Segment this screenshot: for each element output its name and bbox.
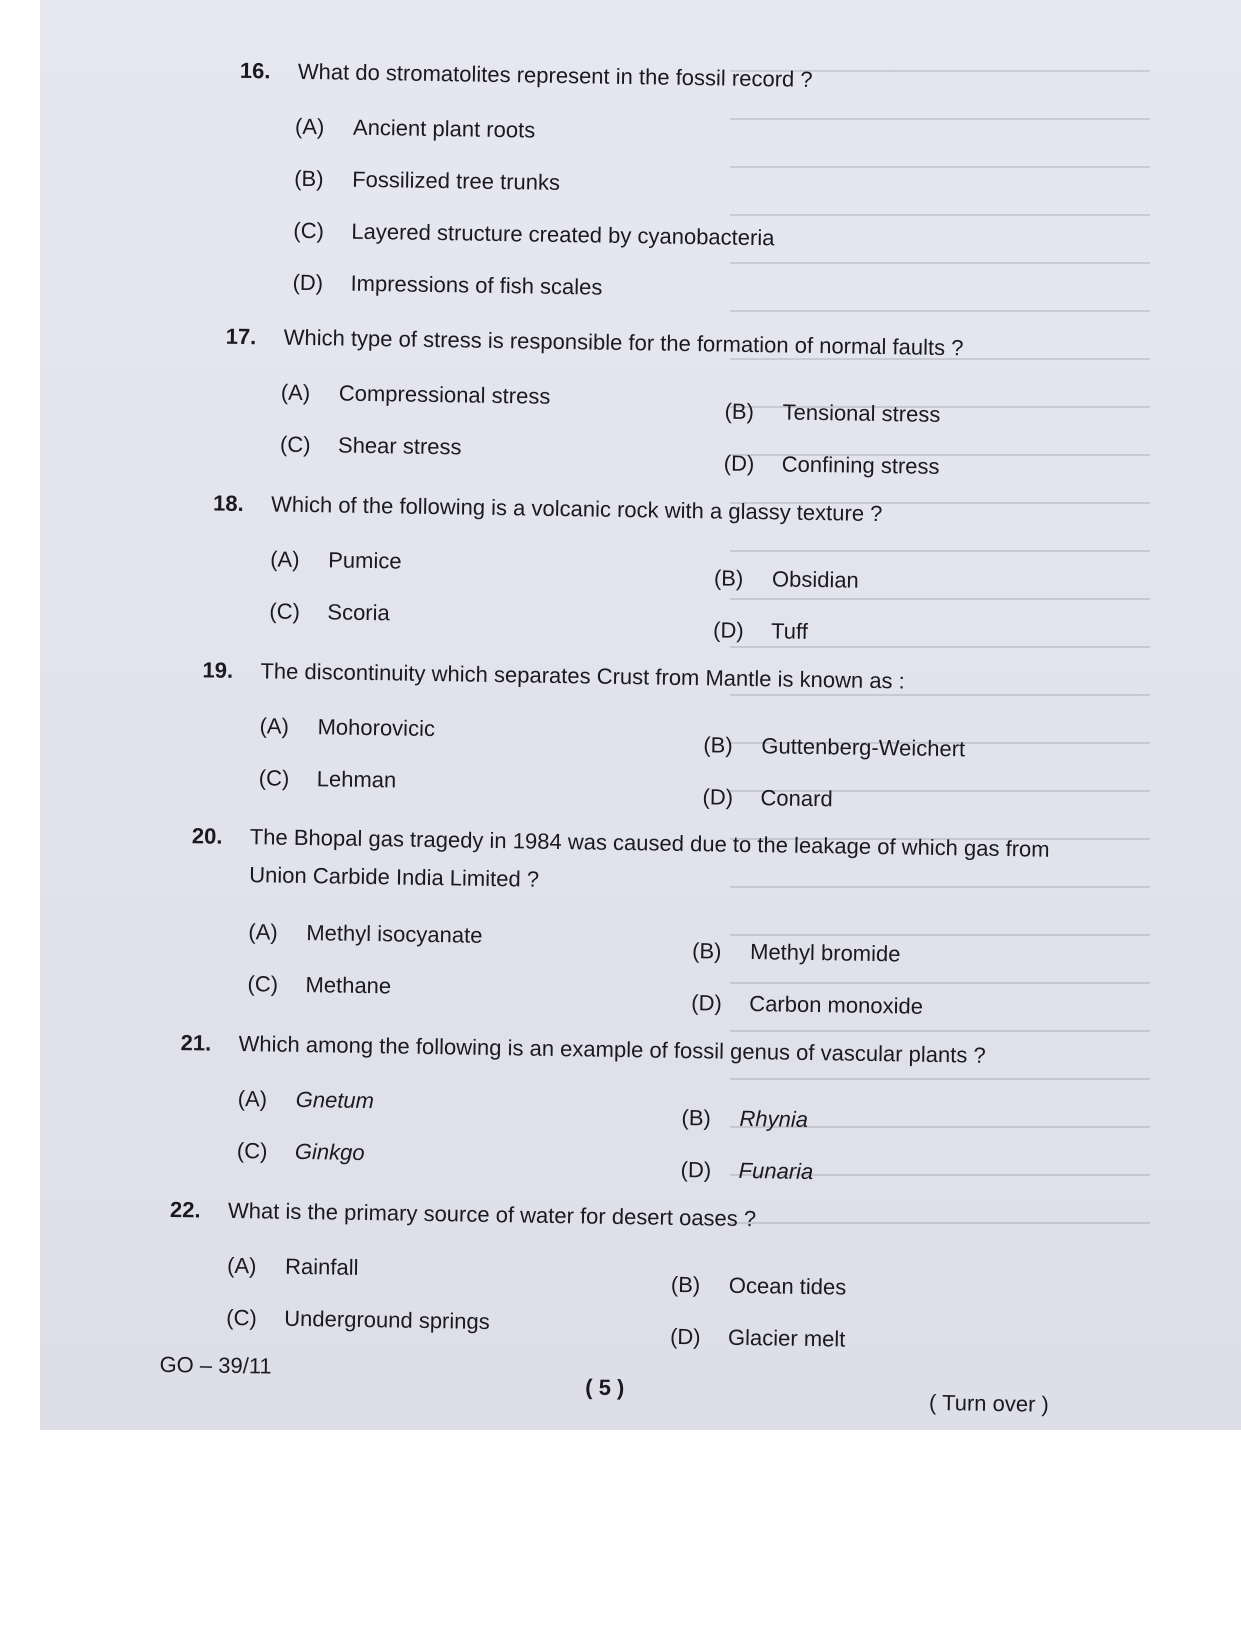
paper-code: GO – 39/11	[159, 1351, 272, 1379]
option-c: (C) Methane	[247, 971, 392, 999]
option-d: (D) Carbon monoxide	[691, 990, 924, 1019]
option-a: (A) Compressional stress	[280, 379, 551, 409]
question-number: 21.	[180, 1030, 212, 1056]
option-c: (C) Shear stress	[279, 431, 462, 460]
option-c: (C) Underground springs	[226, 1304, 490, 1334]
question-number: 22.	[169, 1196, 201, 1223]
option-b: (B) Guttenberg-Weichert	[703, 732, 966, 762]
question-number: 18.	[212, 490, 244, 517]
option-d: (D) Funaria	[680, 1156, 814, 1185]
option-a: (A) Methyl isocyanate	[248, 919, 483, 948]
option-d: (D) Confining stress	[723, 450, 940, 479]
option-a: (A) Rainfall	[226, 1252, 359, 1280]
option-a: (A) Mohorovicic	[259, 713, 436, 742]
turn-over-note: ( Turn over )	[928, 1389, 1050, 1417]
question-number: 19.	[202, 657, 234, 683]
option-d: (D) Impressions of fish scales	[292, 269, 603, 300]
option-a: (A) Pumice	[270, 546, 402, 574]
option-d: (D) Conard	[702, 784, 833, 812]
option-d: (D) Tuff	[712, 617, 809, 644]
option-d: (D) Glacier melt	[669, 1323, 846, 1352]
question-text: What is the primary source of water for desert oases ?	[227, 1197, 757, 1232]
question-text: Which among the following is an example of fossil genus of vascular plants ?	[238, 1031, 986, 1068]
question-number: 16.	[239, 57, 271, 84]
question-number: 20.	[191, 823, 223, 849]
page-content	[40, 0, 1241, 1430]
option-b: (B) Tensional stress	[724, 398, 941, 427]
question-text: What do stromatolites represent in the fossil record ?	[297, 58, 813, 92]
page-number: ( 5 )	[585, 1374, 625, 1401]
option-c: (C) Lehman	[258, 765, 397, 793]
option-b: (B) Rhynia	[681, 1104, 809, 1132]
option-b: (B) Ocean tides	[670, 1271, 847, 1300]
option-a: (A) Ancient plant roots	[294, 113, 536, 143]
question-text: The Bhopal gas tragedy in 1984 was caused due to the leakage of which gas from Union Carbide India Limited ?	[249, 824, 1050, 892]
question-text: Which of the following is a volcanic rock with a glassy texture ?	[270, 491, 883, 527]
option-c: (C) Layered structure created by cyanobacteria	[293, 217, 775, 251]
question-number: 17.	[225, 323, 257, 350]
option-b: (B) Fossilized tree trunks	[294, 165, 561, 195]
option-c: (C) Scoria	[269, 598, 390, 626]
question-text: The discontinuity which separates Crust from Mantle is known as :	[260, 658, 905, 694]
question-text: Which type of stress is responsible for the formation of normal faults ?	[283, 324, 964, 361]
option-c: (C) Ginkgo	[236, 1138, 365, 1166]
option-a: (A) Gnetum	[237, 1086, 375, 1114]
option-b: (B) Obsidian	[713, 565, 859, 593]
exam-page	[40, 0, 1241, 1430]
option-b: (B) Methyl bromide	[691, 938, 901, 967]
